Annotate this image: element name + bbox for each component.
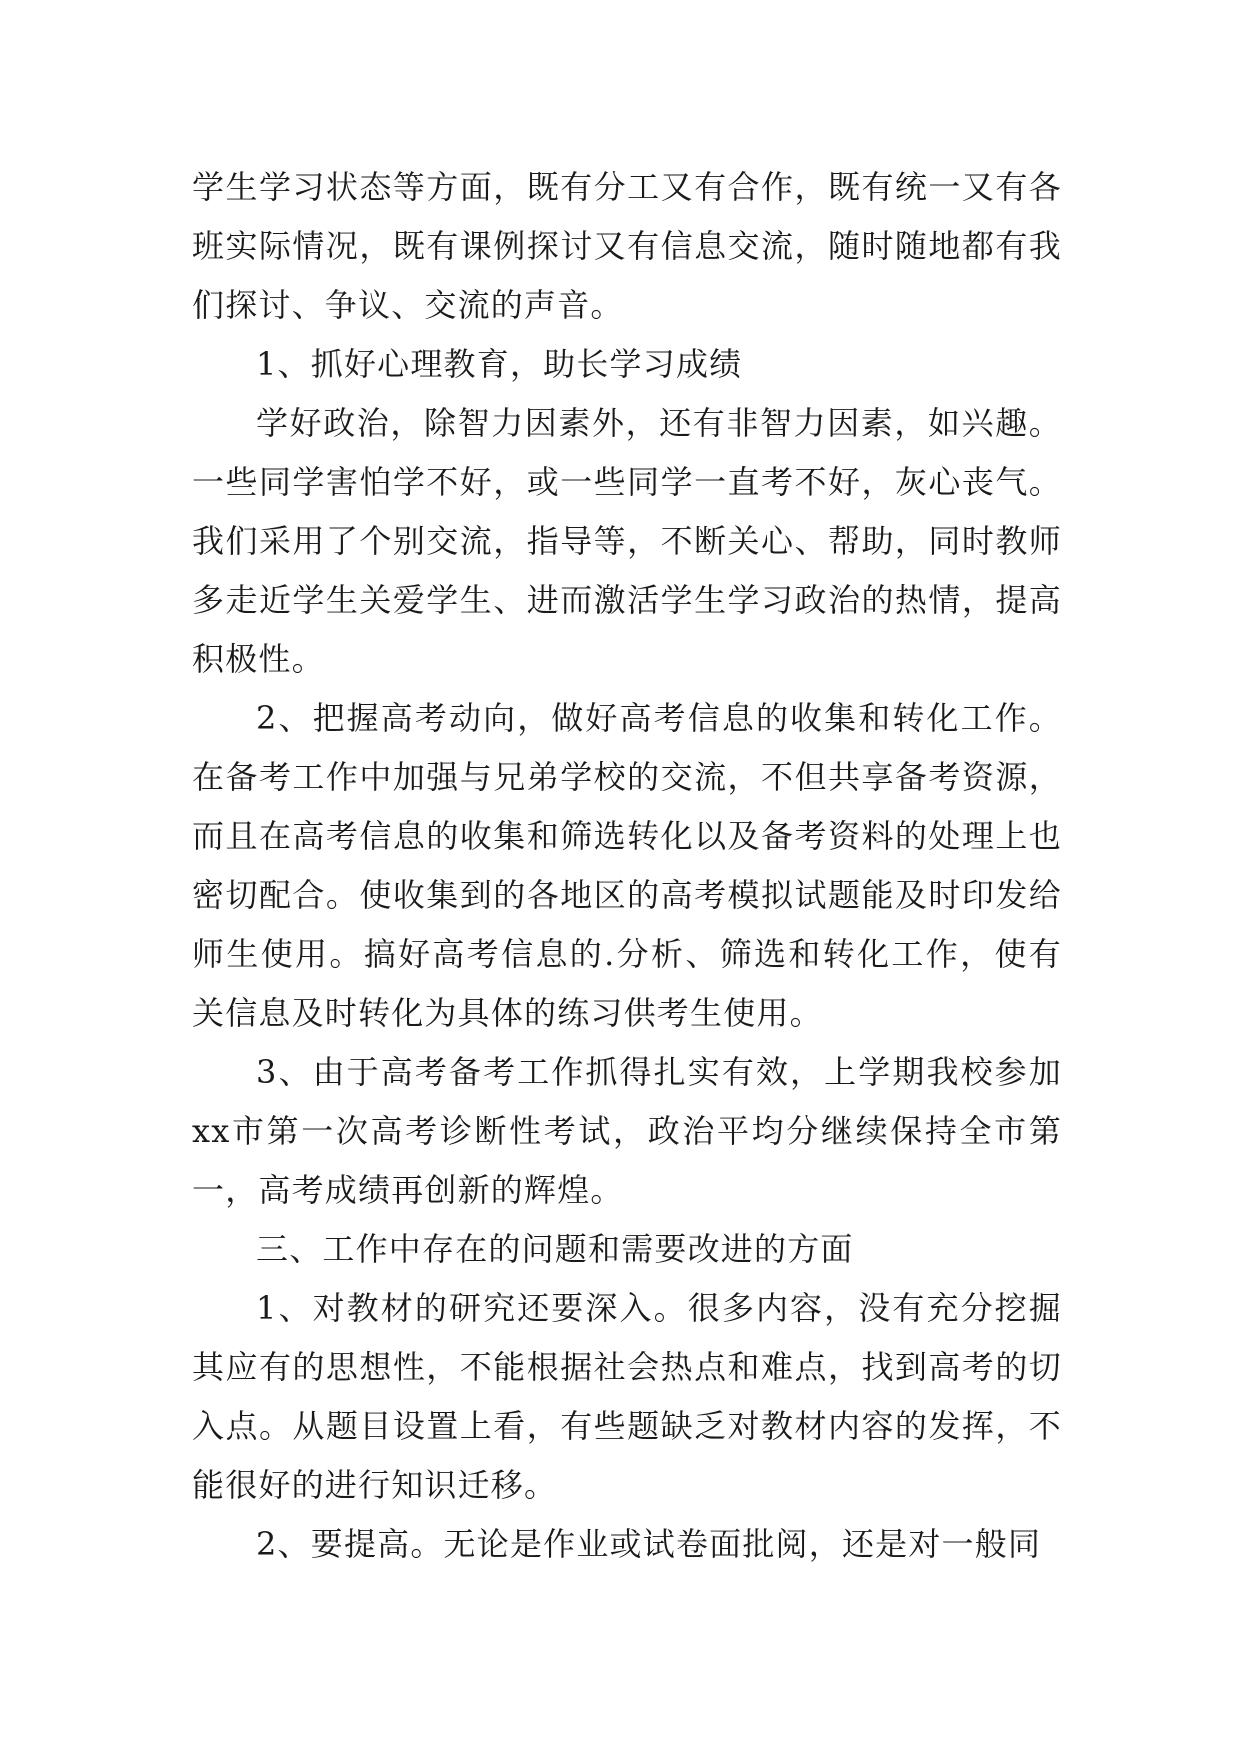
- paragraph-5: 3、由于高考备考工作抓得扎实有效，上学期我校参加xx市第一次高考诊断性考试，政治平均分继续保持全市第一，高考成绩再创新的辉煌。: [192, 1053, 1062, 1209]
- paragraph-8: 2、要提高。无论是作业或试卷面批阅，还是对一般同: [256, 1525, 1042, 1563]
- section-heading: 三、工作中存在的问题和需要改进的方面: [256, 1230, 854, 1268]
- paragraph-7: 1、对教材的研究还要深入。很多内容，没有充分挖掘其应有的思想性，不能根据社会热点和难点，找到高考的切入点。从题目设置上看，有些题缺乏对教材内容的发挥，不能很好的进行知识迁移。: [192, 1289, 1062, 1504]
- paragraph-2-heading: 1、抓好心理教育，助长学习成绩: [256, 345, 743, 383]
- paragraph-1: 学生学习状态等方面，既有分工又有合作，既有统一又有各班实际情况，既有课例探讨又有信息交流，随时随地都有我们探讨、争议、交流的声音。: [192, 168, 1062, 324]
- document-body: [192, 158, 1062, 1574]
- paragraph-4: 2、把握高考动向，做好高考信息的收集和转化工作。在备考工作中加强与兄弟学校的交流，不但共享备考资源，而且在高考信息的收集和筛选转化以及备考资料的处理上也密切配合。使收集到的各地区的高考模拟试题能及时印发给师生使用。搞好高考信息的.分析、筛选和转化工作，使有关信息及时转化为具体的练习供考生使用。: [192, 699, 1062, 1032]
- paragraph-3: 学好政治，除智力因素外，还有非智力因素，如兴趣。一些同学害怕学不好，或一些同学一直考不好，灰心丧气。我们采用了个别交流，指导等，不断关心、帮助，同时教师多走近学生关爱学生、进而激活学生学习政治的热情，提高积极性。: [192, 404, 1062, 678]
